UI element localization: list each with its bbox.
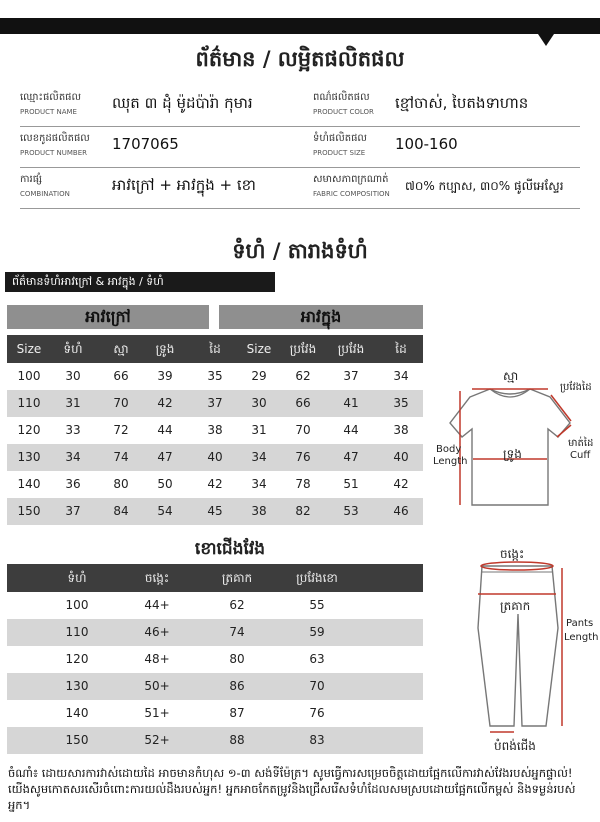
product-number-cell xyxy=(20,127,300,167)
table-cell: 150 xyxy=(17,504,41,518)
table-cell: 34 xyxy=(251,477,267,491)
top-col-header: ប្រវែង xyxy=(289,342,317,356)
table-cell: 44+ xyxy=(144,598,170,612)
table-cell: 72 xyxy=(113,423,129,437)
table-row xyxy=(7,619,423,646)
top-col-header: Size xyxy=(16,342,42,356)
table-cell: 30 xyxy=(251,396,267,410)
product-size-label-en: PRODUCT SIZE xyxy=(313,149,366,157)
product-number-value: 1707065 xyxy=(112,135,179,153)
table-cell: 37 xyxy=(343,369,359,383)
table-cell: 84 xyxy=(113,504,129,518)
size-section-title: ទំហំ / តារាងទំហំ xyxy=(232,239,368,263)
product-color-value: ខ្មៅចាស់, បៃតងទាហាន xyxy=(395,94,529,112)
table-cell: 80 xyxy=(113,477,129,491)
table-cell: 44 xyxy=(343,423,359,437)
table-cell: 140 xyxy=(17,477,41,491)
product-number-label-en: PRODUCT NUMBER xyxy=(20,149,87,157)
table-row xyxy=(7,471,423,498)
table-cell: 130 xyxy=(17,450,41,464)
cuff-label-km: មាត់ដៃ xyxy=(568,438,594,449)
table-cell: 63 xyxy=(309,652,325,666)
table-cell: 50 xyxy=(157,477,173,491)
table-cell: 150 xyxy=(65,733,89,747)
hem-label: បំពង់ជើង xyxy=(494,739,536,753)
table-cell: 86 xyxy=(229,679,245,693)
table-cell: 80 xyxy=(229,652,245,666)
pants-col-header: ចង្កេះ xyxy=(144,571,170,585)
table-cell: 40 xyxy=(207,450,223,464)
table-cell: 52+ xyxy=(144,733,170,747)
table-row xyxy=(7,673,423,700)
table-cell: 41 xyxy=(343,396,359,410)
info-row-2 xyxy=(20,127,580,168)
table-cell: 74 xyxy=(113,450,129,464)
product-info-table xyxy=(20,86,580,209)
table-cell: 110 xyxy=(17,396,41,410)
table-cell: 110 xyxy=(65,625,89,639)
combination-cell xyxy=(20,168,300,208)
table-row xyxy=(7,363,423,390)
pants-section-title: ខោជើងវែង xyxy=(194,539,266,559)
table-cell: 62 xyxy=(229,598,245,612)
table-cell: 120 xyxy=(65,652,89,666)
fabric-label: សមាសភាពក្រណាត់ xyxy=(313,174,389,185)
product-size-label: ទំហំផលិតផល xyxy=(313,133,367,144)
table-cell: 78 xyxy=(295,477,311,491)
table-cell: 37 xyxy=(207,396,223,410)
table-cell: 74 xyxy=(229,625,245,639)
table-cell: 38 xyxy=(207,423,223,437)
table-cell: 46+ xyxy=(144,625,170,639)
product-name-label-en: PRODUCT NAME xyxy=(20,108,77,116)
measurement-note: ចំណាំ៖ ដោយសារការវាស់ដោយដៃ អាចមានកំហុស ១-៣ សង់ទីម៉ែត្រ។ សូមធ្វើការសម្រេចចិត្តដោយផ្អែកលើការវាស់វែងរបស់អ្នកផ្ទាល់! យើងសូមកោតសរសើរចំពោះការយល់ដឹងរបស់អ្នក! អ្នកអាចកែតម្រូវនិងជ្រើសរើសទំហំដែលសមស្របដោយផ្អែកលើកម្ពស់ និងទម្ងន់របស់អ្នក។ xyxy=(8,766,576,812)
table-cell: 33 xyxy=(65,423,81,437)
table-cell: 100 xyxy=(65,598,89,612)
pants-length-label-1: Pants xyxy=(566,618,594,629)
table-row xyxy=(7,498,423,525)
table-cell: 30 xyxy=(65,369,81,383)
table-cell: 36 xyxy=(65,477,81,491)
top-banner-bar xyxy=(0,18,600,34)
top-col-header: ដៃ xyxy=(395,342,407,356)
table-cell: 38 xyxy=(393,423,409,437)
table-cell: 51+ xyxy=(144,706,170,720)
top-table-header xyxy=(7,335,423,363)
product-name-value: ឈុត ៣ ដុំ ម៉ូដប៉ារ៉ា កុមារ xyxy=(112,94,253,112)
table-row xyxy=(7,444,423,471)
body-length-label-2: Length xyxy=(433,456,468,467)
fabric-label-en: FABRIC COMPOSITION xyxy=(313,190,390,198)
combination-label-en: COMBINATION xyxy=(20,190,70,198)
table-cell: 35 xyxy=(393,396,409,410)
table-cell: 46 xyxy=(393,504,409,518)
info-row-1 xyxy=(20,86,580,127)
table-cell: 31 xyxy=(251,423,267,437)
group-inner-shirt: អាវក្នុង xyxy=(219,305,423,329)
table-cell: 140 xyxy=(65,706,89,720)
waist-label: ចង្កេះ xyxy=(500,547,525,561)
table-cell: 66 xyxy=(113,369,129,383)
table-cell: 66 xyxy=(295,396,311,410)
fabric-cell xyxy=(313,168,580,208)
table-cell: 83 xyxy=(309,733,325,747)
top-col-header: ទ្រូង xyxy=(155,342,175,356)
pants-measurement-diagram xyxy=(460,550,600,750)
top-col-header: Size xyxy=(246,342,272,356)
table-cell: 76 xyxy=(295,450,311,464)
table-cell: 47 xyxy=(343,450,359,464)
sleeve-length-label: ប្រវែងដៃ xyxy=(560,382,592,393)
table-cell: 70 xyxy=(309,679,325,693)
chest-label: ទ្រូង xyxy=(503,447,522,461)
table-cell: 76 xyxy=(309,706,325,720)
shoulder-label: ស្មា xyxy=(503,369,519,383)
table-cell: 100 xyxy=(17,369,41,383)
table-cell: 51 xyxy=(343,477,359,491)
top-col-header: ស្មា xyxy=(113,342,129,356)
product-size-value: 100-160 xyxy=(395,135,458,153)
top-col-header: ដៃ xyxy=(209,342,221,356)
table-cell: 34 xyxy=(251,450,267,464)
combination-value: អាវក្រៅ + អាវក្នុង + ខោ xyxy=(112,176,256,194)
fabric-value: ៧០% កប្បាស, ៣០% ផូលីអេស្ទែរ xyxy=(405,179,564,193)
table-cell: 37 xyxy=(65,504,81,518)
table-cell: 47 xyxy=(157,450,173,464)
table-cell: 34 xyxy=(65,450,81,464)
table-cell: 59 xyxy=(309,625,325,639)
product-size-cell xyxy=(313,127,580,167)
table-cell: 70 xyxy=(295,423,311,437)
table-cell: 31 xyxy=(65,396,81,410)
group-outer-jacket: អាវក្រៅ xyxy=(7,305,209,329)
table-cell: 45 xyxy=(207,504,223,518)
table-cell: 42 xyxy=(393,477,409,491)
product-color-label-en: PRODUCT COLOR xyxy=(313,108,374,116)
pants-table-header xyxy=(7,564,423,592)
table-cell: 34 xyxy=(393,369,409,383)
table-cell: 88 xyxy=(229,733,245,747)
table-cell: 42 xyxy=(157,396,173,410)
banner-notch xyxy=(538,34,554,46)
table-cell: 130 xyxy=(65,679,89,693)
table-cell: 50+ xyxy=(144,679,170,693)
table-cell: 38 xyxy=(251,504,267,518)
table-cell: 120 xyxy=(17,423,41,437)
table-row xyxy=(7,700,423,727)
top-col-header: ប្រវែង xyxy=(337,342,365,356)
info-row-3 xyxy=(20,168,580,209)
combination-label: ការផ្សំ xyxy=(20,174,43,185)
product-name-label: ឈ្មោះផលិតផល xyxy=(20,92,82,103)
table-cell: 55 xyxy=(309,598,325,612)
table-row xyxy=(7,592,423,619)
table-row xyxy=(7,646,423,673)
table-cell: 35 xyxy=(207,369,223,383)
table-row xyxy=(7,390,423,417)
body-length-label-1: Body xyxy=(436,444,462,455)
table-cell: 53 xyxy=(343,504,359,518)
table-cell: 87 xyxy=(229,706,245,720)
table-cell: 39 xyxy=(157,369,173,383)
pants-outline xyxy=(478,566,558,726)
product-number-label: លេខកូដផលិតផល xyxy=(20,133,90,144)
product-name-cell xyxy=(20,86,300,126)
table-cell: 44 xyxy=(157,423,173,437)
table-cell: 29 xyxy=(251,369,267,383)
table-cell: 70 xyxy=(113,396,129,410)
table-row xyxy=(7,417,423,444)
hip-label: ត្រគាក xyxy=(500,599,531,613)
cuff-label-en: Cuff xyxy=(570,450,591,461)
pants-col-header: ត្រគាក xyxy=(221,571,253,585)
pants-length-label-2: Length xyxy=(564,632,599,643)
info-section-title: ព័ត៌មាន / លម្អិតផលិតផល xyxy=(195,47,405,71)
table-row xyxy=(7,727,423,754)
size-info-banner: ព័ត៌មានទំហំអាវក្រៅ & អាវក្នុង / ទំហំ xyxy=(5,272,275,292)
pants-col-header: ទំហំ xyxy=(67,571,87,585)
table-cell: 54 xyxy=(157,504,173,518)
table-cell: 40 xyxy=(393,450,409,464)
table-cell: 42 xyxy=(207,477,223,491)
product-color-label: ពណ៌ផលិតផល xyxy=(313,92,370,103)
top-col-header: ទំហំ xyxy=(63,342,83,356)
product-color-cell xyxy=(313,86,580,126)
table-cell: 82 xyxy=(295,504,311,518)
table-cell: 62 xyxy=(295,369,311,383)
pants-col-header: ប្រវែងខោ xyxy=(296,571,338,585)
table-cell: 48+ xyxy=(144,652,170,666)
